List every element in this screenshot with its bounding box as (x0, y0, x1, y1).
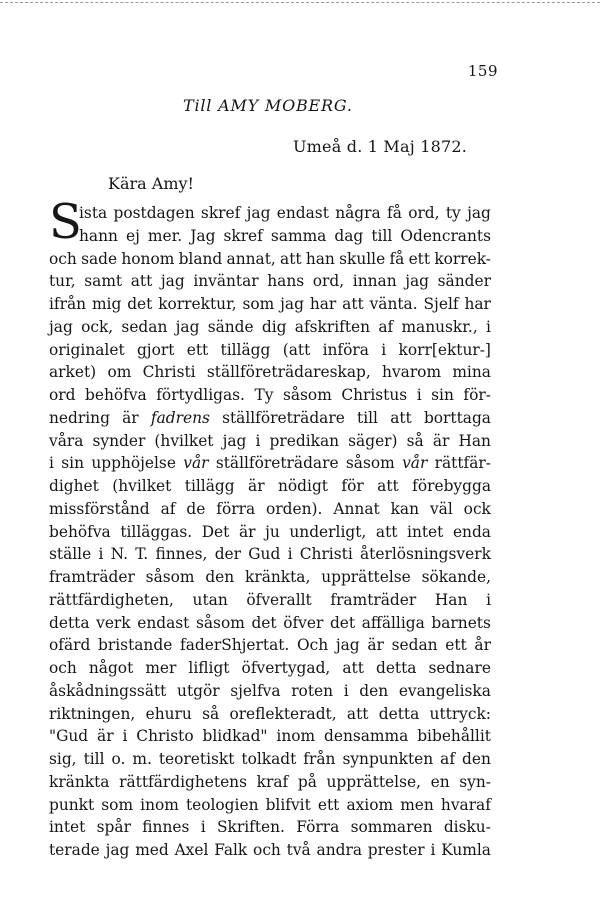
drop-cap: S (49, 194, 82, 250)
body-line: rättfärdigheten, utan öfverallt framträder Han i (49, 590, 491, 609)
top-rule (0, 2, 600, 3)
body-line: nedring är fadrens ställföreträdare till att borttaga (49, 408, 491, 427)
body-line: missförstånd af de förra orden). Annat kan väl ock (49, 499, 491, 518)
body-line: intet spår finnes i Skriften. Förra sommaren disku- (49, 818, 491, 837)
body-line: punkt som inom teologien blifvit ett axiom men hvaraf (49, 795, 491, 814)
body-line: tur, samt att jag inväntar hans ord, innan jag sänder (49, 272, 491, 291)
body-line: framträder såsom den kränkta, upprättelse sökande, (49, 568, 491, 586)
body-line: dighet (hvilket tillägg är nödigt för att förebygga (49, 477, 491, 495)
body-line: jag ock, sedan jag sände dig afskriften af manuskr., i (49, 317, 491, 336)
body-line: behöfva tilläggas. Det är ju underligt, att intet enda (49, 522, 491, 541)
body-line: ord behöfva förtydligas. Ty såsom Christus i sin för- (49, 386, 491, 404)
body-line: ofärd bristande faderShjertat. Och jag är sedan ett år (49, 636, 491, 655)
page-number: 159 (467, 62, 498, 80)
letter-heading: Till AMY MOBERG. (183, 96, 353, 115)
body-line: "Gud är i Christo blidkad" inom densamma bibehållit (49, 727, 491, 746)
body-line: och sade honom bland annat, att han skulle få ett korrek- (49, 249, 491, 268)
letter-dateline: Umeå d. 1 Maj 1872. (293, 137, 468, 156)
body-line: arket) om Christi ställföreträdareskap, hvarom mina (49, 363, 491, 382)
body-line: åskådningssätt utgör sjelfva roten i den evangeliska (49, 681, 491, 700)
body-line: ista postdagen skref jag endast några få ord, ty jag (79, 204, 491, 222)
body-line: i sin upphöjelse vår ställföreträdare såsom vår rättfär- (49, 454, 491, 473)
body-line: kränkta rättfärdighetens kraf på upprättelse, en syn- (49, 772, 491, 791)
body-line: ställe i N. T. finnes, der Gud i Christi återlösningsverk (49, 545, 491, 564)
body-line: riktningen, ehuru så oreflekteradt, att detta uttryck: (49, 704, 491, 723)
body-line: ifrån mig det korrektur, som jag har att vänta. Sjelf har (49, 295, 491, 313)
body-line: våra synder (hvilket jag i predikan säger) så är Han (49, 431, 491, 450)
letter-body (49, 202, 491, 862)
body-line: detta verk endast såsom det öfver det affälliga barnets (49, 613, 491, 632)
body-line: originalet gjort ett tillägg (att införa i korr[ektur-] (49, 340, 491, 359)
body-line: terade jag med Axel Falk och två andra prester i Kumla (49, 841, 491, 859)
letter-salutation: Kära Amy! (108, 174, 194, 193)
body-line: sig, till o. m. teoretiskt tolkadt från synpunkten af den (49, 750, 491, 768)
body-line: och något mer lifligt öfvertygad, att detta sednare (49, 659, 491, 677)
body-line: hann ej mer. Jag skref samma dag till Odencrants (79, 226, 491, 245)
